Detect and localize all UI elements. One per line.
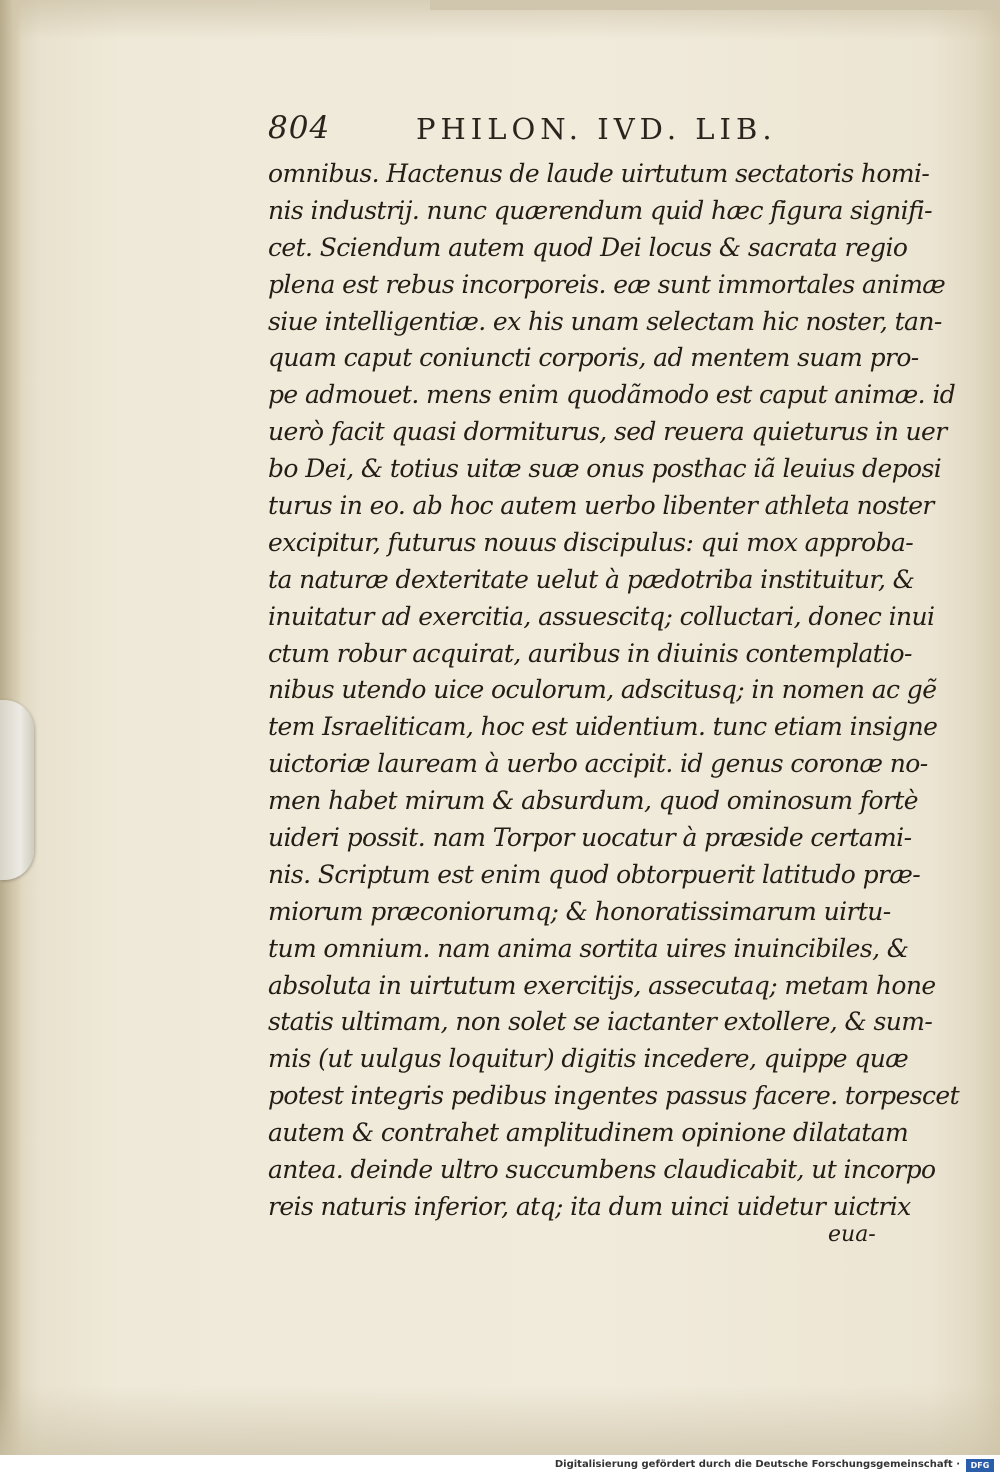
- footer-bar: [0, 1455, 1000, 1477]
- text-line: ta naturæ dexteritate uelut à pædotriba instituitur, &: [268, 564, 915, 594]
- text-line: plena est rebus incorporeis. eæ sunt immortales animæ: [268, 269, 946, 299]
- text-line: bo Dei, & totius uitæ suæ onus posthac iã leuius deposi: [268, 454, 942, 484]
- running-head: [268, 110, 828, 150]
- text-line: nis. Scriptum est enim quod obtorpuerit latitudo præ-: [268, 859, 921, 889]
- text-line: siue intelligentiæ. ex his unam selectam hic noster, tan-: [268, 306, 942, 336]
- top-page-edge: [430, 0, 1000, 10]
- text-line: uictoriæ lauream à uerbo accipit. id genus coronæ no-: [268, 749, 928, 779]
- text-line: uerò facit quasi dormiturus, sed reuera quieturus in uer: [268, 417, 947, 447]
- funding-credit: Digitalisierung gefördert durch die Deutsche Forschungsgemeinschaft ·: [554, 1459, 960, 1470]
- text-line: excipitur, futurus nouus discipulus: qui mox approba-: [268, 527, 914, 557]
- text-line: inuitatur ad exercitia, assuescitq; colluctari, donec inui: [268, 601, 935, 631]
- text-line: mis (ut uulgus loquitur) digitis incedere, quippe quæ: [268, 1044, 909, 1074]
- text-line: absoluta in uirtutum exercitijs, assecutaq; metam hone: [268, 970, 936, 1000]
- text-line: turus in eo. ab hoc autem uerbo libenter athleta noster: [268, 491, 934, 521]
- dfg-logo-icon: DFG: [966, 1459, 994, 1472]
- running-title: PHILON. IVD. LIB.: [416, 112, 777, 146]
- text-line: potest integris pedibus ingentes passus facere. torpescet: [268, 1081, 960, 1111]
- text-line: nibus utendo uice oculorum, adscitusq; in nomen ac gẽ: [268, 675, 937, 705]
- page-number: 804: [268, 110, 331, 146]
- book-clasp: [0, 700, 34, 880]
- text-line: men habet mirum & absurdum, quod ominosum fortè: [268, 786, 918, 816]
- text-line: nis industrij. nunc quærendum quid hæc figura signifi-: [268, 195, 932, 225]
- text-line: statis ultimam, non solet se iactanter extollere, & sum-: [268, 1007, 933, 1037]
- text-line: miorum præconiorumq; & honoratissimarum uirtu-: [268, 896, 891, 926]
- body-text: [268, 156, 960, 1226]
- text-line: tum omnium. nam anima sortita uires inuincibiles, &: [268, 933, 909, 963]
- text-line: tem Israeliticam, hoc est uidentium. tunc etiam insigne: [268, 712, 938, 742]
- catchword: eua-: [828, 1222, 876, 1247]
- text-line: antea. deinde ultro succumbens claudicabit, ut incorpo: [268, 1155, 936, 1185]
- text-line: uideri possit. nam Torpor uocatur à præside certami-: [268, 823, 912, 853]
- text-line: pe admouet. mens enim quodãmodo est caput animæ. id: [268, 380, 956, 410]
- text-line: autem & contrahet amplitudinem opinione dilatatam: [268, 1118, 909, 1148]
- text-line: cet. Sciendum autem quod Dei locus & sacrata regio: [268, 232, 908, 262]
- text-line: ctum robur acquirat, auribus in diuinis contemplatio-: [268, 638, 912, 668]
- text-line: quam caput coniuncti corporis, ad mentem suam pro-: [268, 343, 919, 373]
- text-line: reis naturis inferior, atq; ita dum uinci uidetur uictrix: [268, 1191, 911, 1221]
- text-line: omnibus. Hactenus de laude uirtutum sectatoris homi-: [268, 159, 930, 188]
